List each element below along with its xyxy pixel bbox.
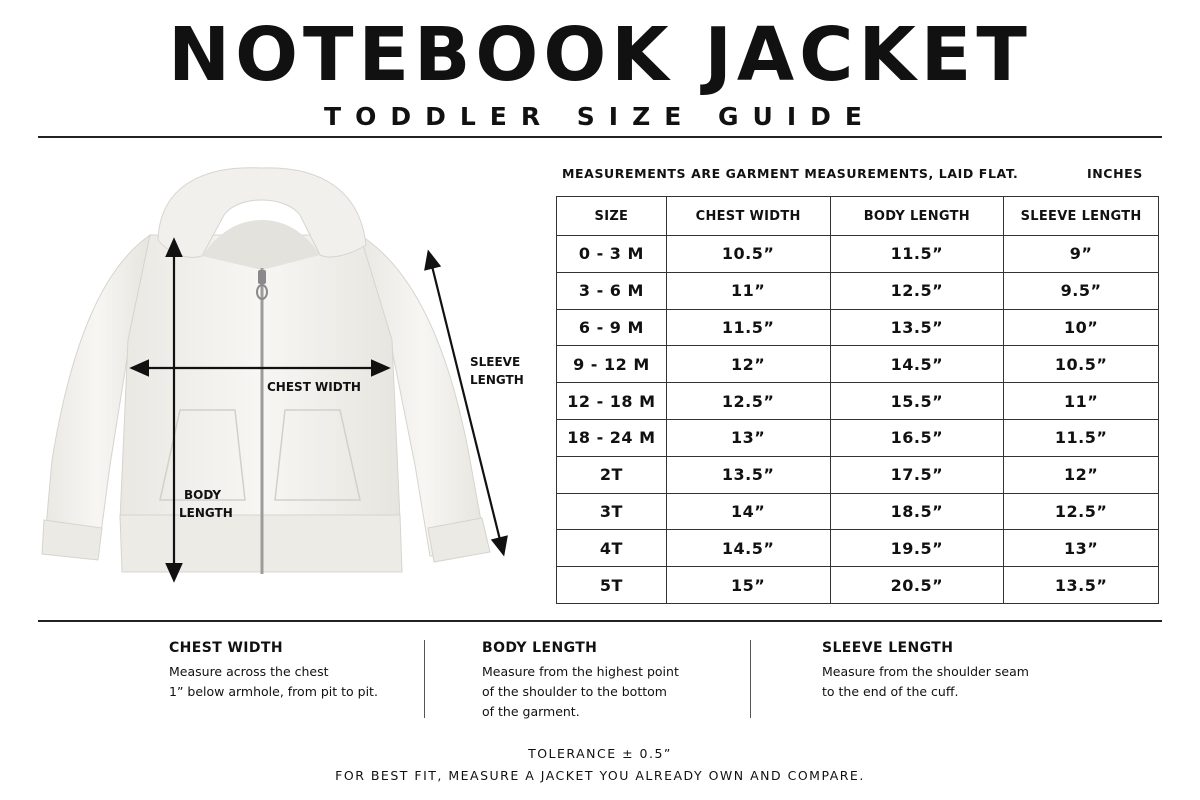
body-length-cell: 12.5” xyxy=(830,272,1004,309)
body-length-text-line3: of the garment. xyxy=(482,704,580,719)
chest-width-heading: CHEST WIDTH xyxy=(169,640,284,656)
size-cell: 0 - 3 M xyxy=(557,236,667,273)
table-row xyxy=(557,383,1159,420)
size-cell: 3T xyxy=(557,493,667,530)
body-length-cell: 19.5” xyxy=(830,530,1004,567)
units-label: INCHES xyxy=(1087,166,1143,181)
sleeve-length-cell: 12” xyxy=(1004,456,1159,493)
size-cell: 3 - 6 M xyxy=(557,272,667,309)
body-length-cell: 18.5” xyxy=(830,493,1004,530)
table-row xyxy=(557,272,1159,309)
sleeve-length-cell: 11.5” xyxy=(1004,419,1159,456)
body-length-cell: 13.5” xyxy=(830,309,1004,346)
chest-width-cell: 10.5” xyxy=(666,236,830,273)
fit-tip: FOR BEST FIT, MEASURE A JACKET YOU ALREADY OWN AND COMPARE. xyxy=(335,768,865,783)
chest-width-cell: 15” xyxy=(666,567,830,604)
body-length-heading: BODY LENGTH xyxy=(482,640,598,656)
chest-width-cell: 14” xyxy=(666,493,830,530)
size-cell: 2T xyxy=(557,456,667,493)
chest-width-cell: 13.5” xyxy=(666,456,830,493)
size-cell: 18 - 24 M xyxy=(557,419,667,456)
sleeve-length-label-line2: LENGTH xyxy=(470,373,524,387)
size-cell: 12 - 18 M xyxy=(557,383,667,420)
table-row xyxy=(557,530,1159,567)
header-body-length: BODY LENGTH xyxy=(830,197,1004,236)
chest-width-cell: 11.5” xyxy=(666,309,830,346)
table-row xyxy=(557,493,1159,530)
sleeve-length-cell: 11” xyxy=(1004,383,1159,420)
bottom-divider xyxy=(38,620,1162,622)
table-row xyxy=(557,309,1159,346)
table-header-row xyxy=(557,197,1159,236)
sleeve-length-instructions xyxy=(822,640,1052,702)
body-length-label-line1: BODY xyxy=(184,488,222,502)
sleeve-length-text-line2: to the end of the cuff. xyxy=(822,684,959,699)
size-cell: 5T xyxy=(557,567,667,604)
table-row xyxy=(557,456,1159,493)
body-length-cell: 15.5” xyxy=(830,383,1004,420)
tolerance-note: TOLERANCE ± 0.5” xyxy=(528,746,672,761)
header-size: SIZE xyxy=(557,197,667,236)
chest-width-text-line1: Measure across the chest xyxy=(169,664,329,679)
page-subtitle: TODDLER SIZE GUIDE xyxy=(324,102,876,131)
sleeve-length-text-line1: Measure from the shoulder seam xyxy=(822,664,1029,679)
header-sleeve-length: SLEEVE LENGTH xyxy=(1004,197,1159,236)
body-length-instructions xyxy=(482,640,712,722)
sleeve-length-heading: SLEEVE LENGTH xyxy=(822,640,954,656)
size-table-body xyxy=(557,236,1159,604)
body-length-text-line2: of the shoulder to the bottom xyxy=(482,684,667,699)
chest-width-cell: 11” xyxy=(666,272,830,309)
page-title: NOTEBOOK JACKET xyxy=(168,12,1032,98)
table-row xyxy=(557,236,1159,273)
size-table xyxy=(556,196,1159,604)
sleeve-length-cell: 12.5” xyxy=(1004,493,1159,530)
body-length-cell: 11.5” xyxy=(830,236,1004,273)
sleeve-length-cell: 13.5” xyxy=(1004,567,1159,604)
chest-width-cell: 12.5” xyxy=(666,383,830,420)
body-length-cell: 16.5” xyxy=(830,419,1004,456)
sleeve-length-cell: 13” xyxy=(1004,530,1159,567)
sleeve-length-cell: 9.5” xyxy=(1004,272,1159,309)
size-cell: 4T xyxy=(557,530,667,567)
measurement-note: MEASUREMENTS ARE GARMENT MEASUREMENTS, LAID FLAT. xyxy=(562,166,1019,181)
footer-divider-2 xyxy=(750,640,751,718)
chest-width-text-line2: 1” below armhole, from pit to pit. xyxy=(169,684,378,699)
footer-divider-1 xyxy=(424,640,425,718)
chest-width-cell: 14.5” xyxy=(666,530,830,567)
header-chest-width: CHEST WIDTH xyxy=(666,197,830,236)
sleeve-length-cell: 9” xyxy=(1004,236,1159,273)
table-row xyxy=(557,419,1159,456)
sleeve-length-cell: 10” xyxy=(1004,309,1159,346)
table-row xyxy=(557,567,1159,604)
chest-width-cell: 12” xyxy=(666,346,830,383)
jacket-illustration xyxy=(42,168,490,574)
chest-width-cell: 13” xyxy=(666,419,830,456)
body-length-cell: 14.5” xyxy=(830,346,1004,383)
size-cell: 6 - 9 M xyxy=(557,309,667,346)
chest-width-instructions xyxy=(169,640,399,702)
table-row xyxy=(557,346,1159,383)
body-length-label-line2: LENGTH xyxy=(179,506,233,520)
body-length-cell: 20.5” xyxy=(830,567,1004,604)
size-cell: 9 - 12 M xyxy=(557,346,667,383)
top-divider xyxy=(38,136,1162,138)
sleeve-length-label-line1: SLEEVE xyxy=(470,355,521,369)
sleeve-length-cell: 10.5” xyxy=(1004,346,1159,383)
jacket-diagram xyxy=(30,160,540,590)
body-length-text-line1: Measure from the highest point xyxy=(482,664,679,679)
chest-width-label: CHEST WIDTH xyxy=(267,380,361,394)
body-length-cell: 17.5” xyxy=(830,456,1004,493)
